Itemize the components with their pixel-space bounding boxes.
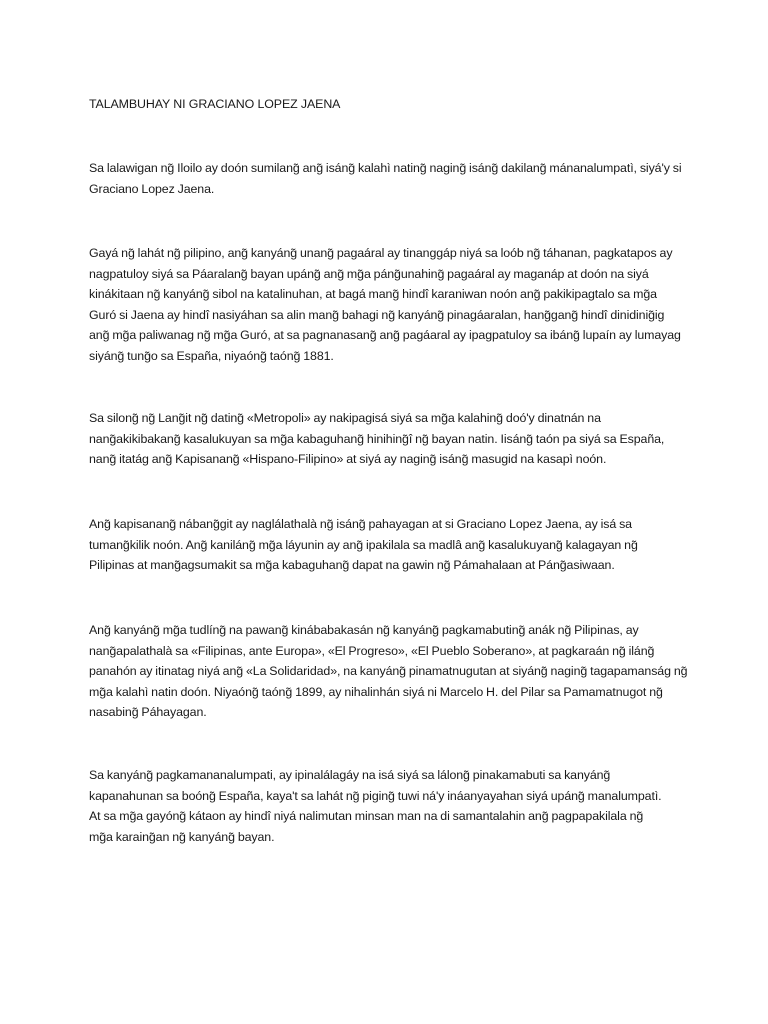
paragraph-writings: Ang̃ kanyáng̃ mg̃a tudlíng̃ na pawang̃ kinábabakasán ng̃ kanyáng̃ pagkamabuting̃ anák ng̃ Pilipinas, ay nang̃apalathalà sa «Filipinas, ante Europa», «El Progreso», «El Pueblo Soberano», at pagkaraán ng̃ iláng̃ panahón ay itinatag niyá ang̃ «La Solidaridad», na kanyáng̃ pinamatnugutan at siyáng̃ naging̃ tagapamanság ng̃ mg̃a kalahì natin doón. Niyaóng̃ taóng̃ 1899, ay nihalinhán siyá ni Marcelo H. del Pilar sa Pamamatnugot ng̃ nasabing̃ Páhayagan.	[89, 623, 688, 720]
paragraph-early-education: Gayá ng̃ lahát ng̃ pilipino, ang̃ kanyáng̃ unang̃ pagaáral ay tinanggáp niyá sa loób ng̃ táhanan, pagkatapos ay nagpatuloy siyá sa Páaralang̃ bayan upáng̃ ang̃ mg̃a páng̃unahing̃ pagaáral ay maganáp at doón na siyá kinákitaan ng̃ kanyáng̃ sibol na katalinuhan, at bagá mang̃ hindî karaniwan noón ang̃ pakikipagtalo sa mg̃a Guró si Jaena ay hindî nasiyáhan sa alin mang̃ bahagi ng̃ kanyáng̃ pinagáaralan, hang̃gang̃ hindî dinidinig̃ig ang̃ mg̃a paliwanag ng̃ mg̃a Guró, at sa pagnanasang̃ ang̃ pagáaral ay ipagpatuloy sa ibáng̃ lupaín ay lumayag siyáng̃ tung̃o sa España, niyaóng̃ taóng̃ 1881.	[89, 246, 681, 363]
paragraph-oratory: Sa kanyáng̃ pagkamananalumpati, ay ipinalálagáy na isá siyá sa lálong̃ pinakamabuti sa kanyáng̃ kapanahunan sa boóng̃ España, kaya't sa lahát ng̃ piging̃ tuwi ná'y ináanyayahan siyá upáng̃ manalumpatì. At sa mg̃a gayóng̃ kátaon ay hindî niyá nalimutan minsan man na di samantalahin ang̃ pagpapakilala ng̃ mg̃a karaing̃an ng̃ kanyáng̃ bayan.	[89, 768, 662, 844]
paragraph-society-newspaper: Ang̃ kapisanang̃ nábang̃git ay naglálathalà ng̃ isáng̃ pahayagan at si Graciano Lopez Jaena, ay isá sa tumang̃kilik noón. Ang̃ kaniláng̃ mg̃a láyunin ay ang̃ ipakilala sa madlâ ang̃ kasalukuyang̃ kalagayan ng̃ Pilipinas at mang̃agsumakit sa mg̃a kabaguhang̃ dapat na gawin ng̃ Pámahalaan at Páng̃asiwaan.	[89, 517, 638, 573]
document-title: TALAMBUHAY NI GRACIANO LOPEZ JAENA	[89, 97, 341, 111]
paragraph-spain-arrival: Sa silong̃ ng̃ Lang̃it ng̃ dating̃ «Metropoli» ay nakipagisá siyá sa mg̃a kalahing̃ doó'y dinatnán na nang̃akikibakang̃ kasalukuyan sa mg̃a kabaguhang̃ hinihing̃î ng̃ bayan natin. Iisáng̃ taón pa siyá sa España, nang̃ itatág ang̃ Kapisanang̃ «Hispano-Filipino» at siyá ay naging̃ isáng̃ masugid na kasapì noón.	[89, 411, 665, 467]
paragraph-birthplace: Sa lalawigan ng̃ Iloilo ay doón sumilang̃ ang̃ isáng̃ kalahì nating̃ naging̃ isáng̃ dakilang̃ mánanalumpatì, siyá'y si Graciano Lopez Jaena.	[89, 161, 682, 196]
